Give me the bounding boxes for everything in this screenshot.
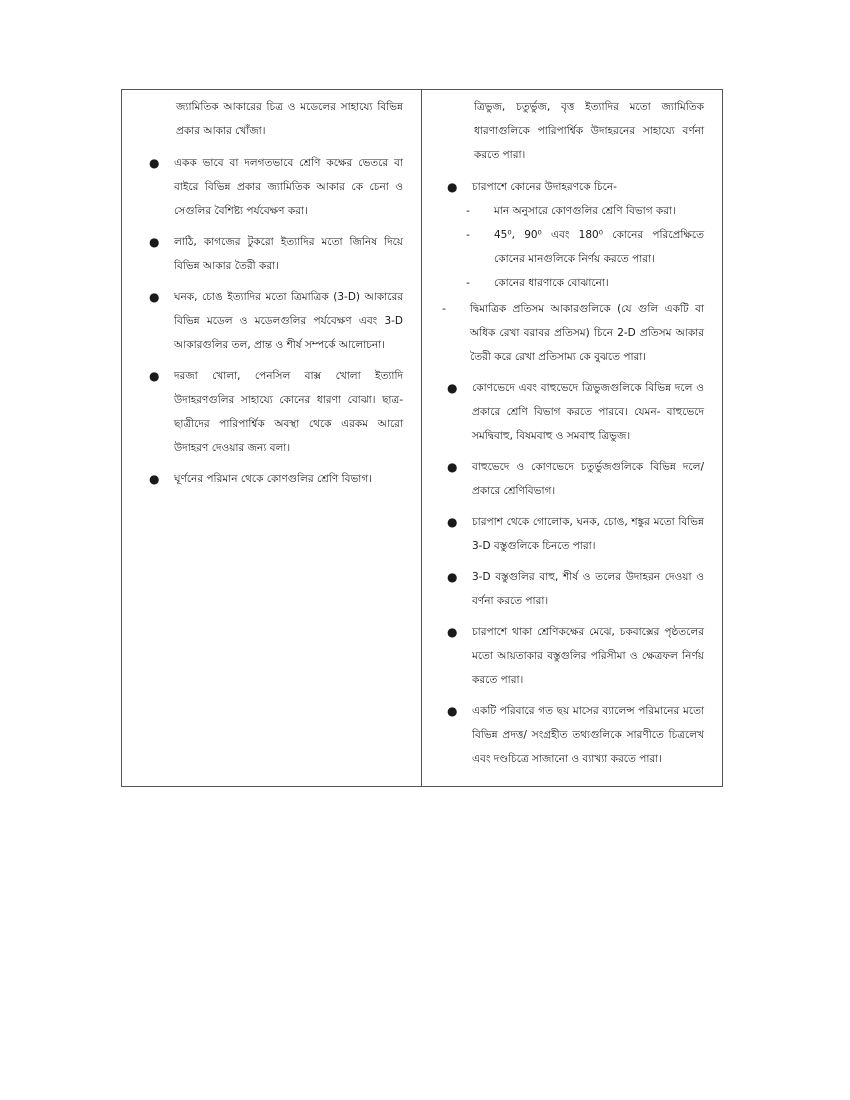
list-item (437, 455, 704, 503)
list-item-text: লাঠি, কাগজের টুকরো ইত্যাদির মতো জিনিষ দিয়ে বিভিন্ন আকার তৈরী করা। (174, 236, 403, 272)
list-item (139, 230, 403, 278)
content-table (121, 89, 723, 787)
bullet-icon: ● (149, 156, 160, 170)
sub-list-item-text: কোনের ধারণাকে বোঝানো। (494, 277, 609, 289)
list-item (437, 620, 704, 692)
list-item (437, 699, 704, 771)
bullet-icon: ● (447, 381, 458, 395)
list-item (437, 376, 704, 448)
list-item-text: চারপাশ থেকে গোলোক, ঘনক, চোঙ, শঙ্কুর মতো বিভিন্ন 3-D বস্তুগুলিকে চিনতে পারা। (472, 516, 704, 552)
left-continuation-text: জ্যামিতিক আকারের চিত্র ও মডেলের সাহায্যে বিভিন্ন প্রকার আকার খোঁজা। (176, 101, 403, 137)
bullet-icon: ● (447, 704, 458, 718)
list-item (139, 364, 403, 460)
sub-list-item-text: মান অনুসারে কোণগুলির শ্রেণি বিভাগ করা। (494, 205, 676, 217)
bullet-icon: ● (149, 472, 160, 486)
list-item (437, 510, 704, 558)
bullet-icon: ● (447, 625, 458, 639)
dash-icon: - (466, 228, 470, 241)
dash-icon: - (466, 276, 470, 289)
right-continuation-text: ত্রিভুজ, চতুর্ভুজ, বৃত্ত ইত্যাদির মতো জ্যামিতিক ধারণাগুলিকে পারিপার্শ্বিক উদাহরনের সাহায্যে বর্ণনা করতে পারা। (474, 101, 704, 161)
bullet-icon: ● (447, 570, 458, 584)
sub-list-item (437, 199, 704, 223)
bullet-icon: ● (149, 290, 160, 304)
list-item-text: চারপাশে কোনের উদাহরণকে চিনে- (472, 181, 617, 193)
bullet-icon: ● (149, 369, 160, 383)
list-item (437, 175, 704, 199)
sub-list-item (437, 223, 704, 271)
left-column (122, 90, 422, 786)
list-item-text: 3-D বস্তুগুলির বাহু, শীর্ষ ও তলের উদাহরন দেওয়া ও বর্ণনা করতে পারা। (472, 571, 704, 607)
right-column (422, 90, 722, 786)
list-item (139, 285, 403, 357)
list-item-text: ঘূর্ণনের পরিমান থেকে কোণগুলির শ্রেণি বিভাগ। (174, 473, 372, 485)
dash-icon: - (442, 302, 446, 315)
list-item-text: কোণভেদে এবং বাহুভেদে ত্রিভুজগুলিকে বিভিন্ন দলে ও প্রকারে শ্রেণি বিভাগ করতে পারবে। যেমন- বাহুভেদে সমদ্বিবাহু, বিষমবাহু ও সমবাহু ত্রিভুজ। (472, 382, 704, 442)
sub-list-item-text: 45⁰, 90⁰ এবং 180⁰ কোনের পরিপ্রেক্ষিতে কোনের মানগুলিকে নির্ণয় করতে পারা। (494, 229, 704, 265)
bullet-icon: ● (447, 460, 458, 474)
list-item-text: দ্বিমাত্রিক প্রতিসম আকারগুলিকে (যে গুলি একটি বা অধিক রেখা বরাবর প্রতিসম) চিনে 2-D প্রতিসম আকার তৈরী করে রেখা প্রতিসাম্য কে বুঝতে পারা। (470, 303, 704, 363)
list-item-text: ঘনক, চোঙ ইত্যাদির মতো ত্রিমাত্রিক (3-D) আকারের বিভিন্ন মডেল ও মডেলগুলির পর্যবেক্ষণ এবং 3-D আকারগুলির তল, প্রান্ত ও শীর্ষ সম্পর্কে আলোচনা। (174, 291, 403, 351)
list-item-text: চারপাশে থাকা শ্রেণিকক্ষের মেঝে, চকবাক্সের পৃষ্ঠতলের মতো আয়তাকার বস্তুগুলির পরিসীমা ও ক্ষেত্রফল নির্ণয় করতে পারা। (472, 626, 704, 686)
list-item (437, 565, 704, 613)
sub-list-item (437, 271, 704, 295)
list-item (139, 151, 403, 223)
list-item-text: একক ভাবে বা দলগতভাবে শ্রেণি কক্ষের ভেতরে বা বাইরে বিভিন্ন প্রকার জ্যামিতিক আকার কে চেনা ও সেগুলির বৈশিষ্ট্য পর্যবেক্ষণ করা। (174, 157, 403, 217)
bullet-icon: ● (447, 180, 458, 194)
list-item (139, 467, 403, 491)
bullet-icon: ● (447, 515, 458, 529)
list-item-text: বাহুভেদে ও কোণভেদে চতুর্ভুজগুলিকে বিভিন্ন দলে/ প্রকারে শ্রেণিবিভাগ। (472, 461, 704, 497)
bullet-icon: ● (149, 235, 160, 249)
dash-icon: - (466, 204, 470, 217)
list-item-text: একটি পরিবারে গত ছয় মাসের ব্যালেন্স পরিমানের মতো বিভিন্ন প্রদত্ত/ সংগ্রহীত তথ্যগুলিকে সারণীতে চিত্রলেখ এবং দণ্ডচিত্রে সাজানো ও ব্যাখ্যা করতে পারা। (472, 705, 704, 765)
list-item (437, 297, 704, 369)
list-item-text: দরজা খোলা, পেনসিল বাক্স খোলা ইত্যাদি উদাহরণগুলির সাহায্যে কোনের ধারণা বোঝা। ছাত্র-ছাত্রীদের পারিপার্শ্বিক অবস্থা থেকে এরকম আরো উদাহরণ দেওয়ার জন্য বলা। (174, 370, 403, 454)
